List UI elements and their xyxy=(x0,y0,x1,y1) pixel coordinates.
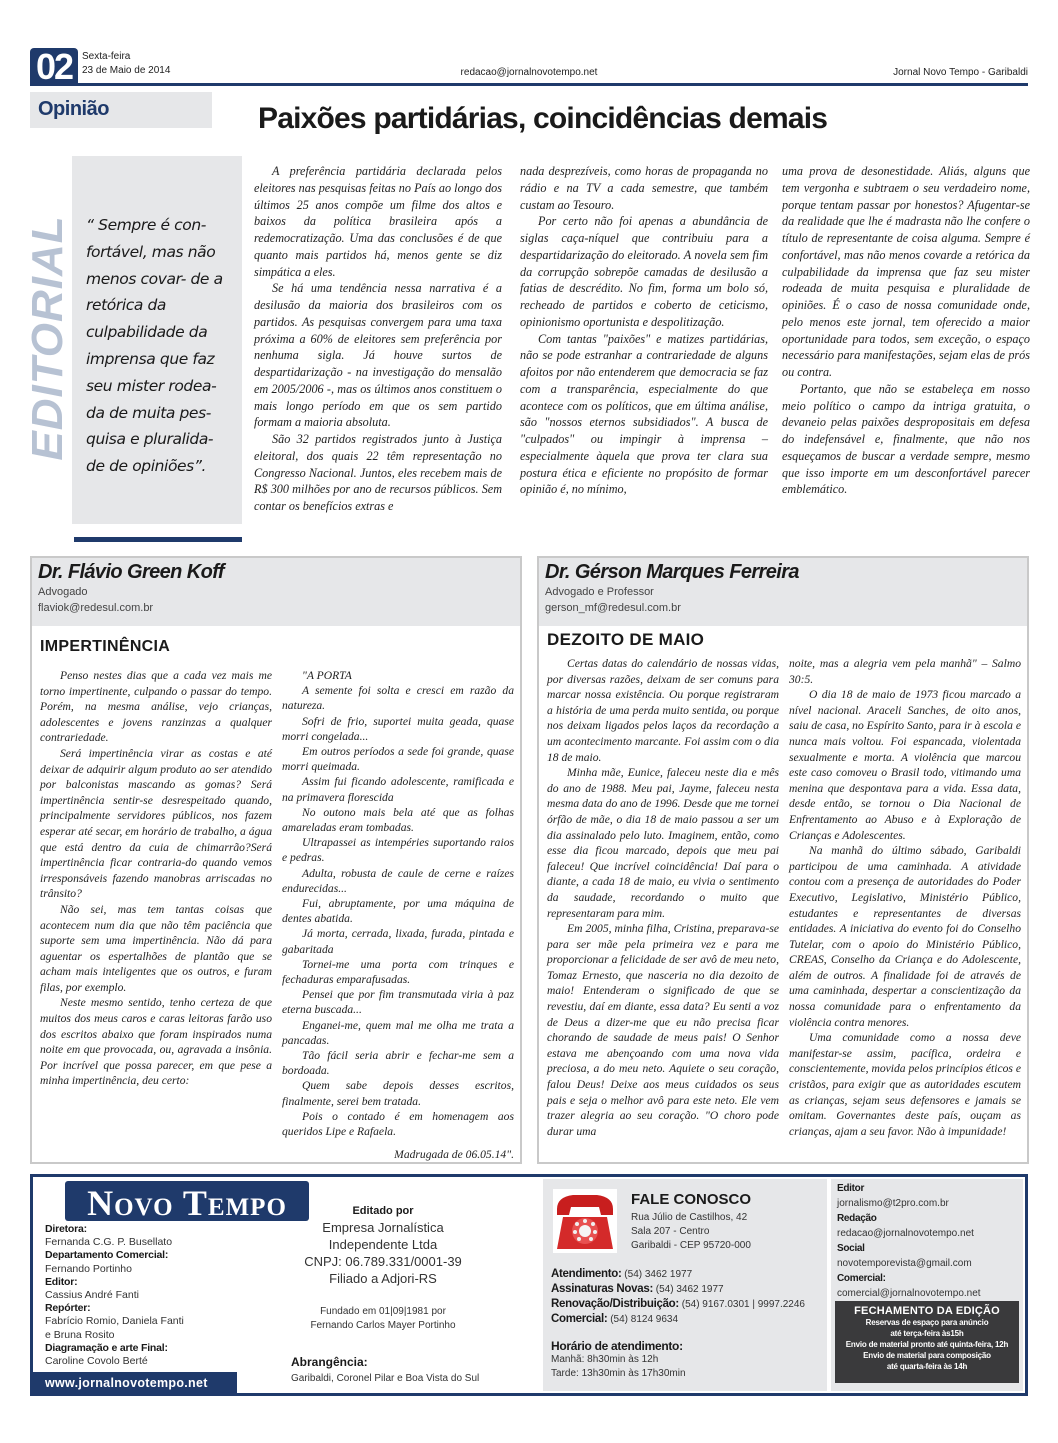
email-label: Redação xyxy=(837,1213,877,1224)
email-panel xyxy=(831,1179,1023,1391)
column-text-1 xyxy=(547,656,779,1139)
hours-line: Tarde: 13h30min às 17h30min xyxy=(551,1368,686,1379)
paragraph: Em 2005, minha filha, Cristina, preparava-se para ser mãe pela primeira vez e para me proporcionar a felicidade de ser avô de meu neto, Tomaz Ernesto, que nasceria no dia dezoito de maio! Entenderam o significado de que se revestiu, daí em diante, essa data? Eu senti a voz de Deus a dizer-me que eu não precisa ficar chorando de saudade de meus pais! O Senhor estava me abençoando com uma nova vida preciosa, a do meu neto. Aquiete o seu coração, falou Deus! Deixe aos meus cuidados os seus pais e seja o melhor avô para este neto. Ele vem trazer alegria ao seu coração. "O choro pode durar uma xyxy=(547,922,779,1138)
paragraph: Minha mãe, Eunice, faleceu neste dia e mês do ano de 1988. Meu pai, Jayme, faleceu nesta mesma data do ano de 1996. Desde que me tornei órfão de mãe, o dia 18 de maio passou a ser um dia assinalado pelo luto. Imaginem, então, como esse dia ficou marcado, depois que meu pai faleceu! Que incrível coincidência! Daí para o diante, a cada 18 de maio, eu vivia o sentimento da saudade, recordando o muito que representaram para mim. xyxy=(547,766,779,920)
poem-line: Fui, abruptamente, por uma máquina de dentes abatida. xyxy=(282,897,514,926)
coverage-label: Abrangência: xyxy=(291,1355,368,1369)
phone-row xyxy=(551,1267,805,1282)
paragraph: Por certo não foi apenas a abundância de siglas caça-níquel que contribuiu para a despartidarização do eleitorado. A novela sem fim da corrupção sobrepõe camadas de desilusão a fatias de descrédito. No fim, forma um bolo só, recheado de partidos e coberto de ceticismo, opinionismo oportunista e despolitização. xyxy=(520,214,768,329)
paragraph: Será impertinência virar as costas e até deixar de adquirir algum produto ao ser atendido por balconistas mascando as gomas? Será impertinência sentir-se desrespeitado quando, principalmente servidores públicos, nos fazem esperar até secar, em horário de trabalho, a água que está dentro da cuia de chimarrão?Será impertinência ficar contraria-do quando vemos irresponsáveis fazendo manobras arriscadas no trânsito? xyxy=(40,746,272,901)
poem-line: No outono mais bela até que as folhas amareladas eram tombadas. xyxy=(282,805,514,835)
staff-list xyxy=(45,1223,184,1368)
contact-panel xyxy=(543,1179,827,1391)
closing-line: Envio de material pronto até quinta-feira, 12h xyxy=(845,1340,1009,1349)
paragraph: Com tantas "paixões" e matizes partidárias, não se pode estranhar a contrariedade de alguns afoitos por não entenderem que democracia se faz com a transparência, especialmente do que acontece com os políticos, que em última análise, são "nossos eternos subsidiados". A busca de "culpados" ou impingir à imprensa – especialmente àquela que prova ter clara sua postura ética e eficiente no propósito de formar opinião é, no mínimo, xyxy=(520,331,768,497)
phone-row xyxy=(551,1297,805,1312)
paragraph: uma prova de desonestidade. Aliás, alguns que tem vergonha e subtraem o seu verdadeiro nome, porque tentam passar por honestos? Afugentar-se da realidade que lhe é madrasta não lhe confere o título de representante de coisa alguma. Sempre é confortável, mas não menos covarde a retórica da culpabilidade da imprensa que faz seu mister rodeada de muita pesquisa e pluralidade de opiniões. É o caso de nossa comunidade onde, pelo menos este jornal, tem oferecido a maior oportunidade para todos, sem exceção, o espaço necessário para manifestações, sejam elas de prós ou contra. xyxy=(782,164,1030,379)
poem-line: Quem sabe depois desses escritos, finalmente, serei bem tratada. xyxy=(282,1079,514,1108)
email-label: Social xyxy=(837,1243,865,1254)
founded-line: Fernando Carlos Mayer Portinho xyxy=(310,1320,456,1331)
email-label: Editor xyxy=(837,1183,865,1194)
editorial-column-1 xyxy=(254,163,502,515)
affiliation: Filiado a Adjori-RS xyxy=(329,1271,437,1286)
poem-line: Pois o contado é em homenagem aos queridos Lipe e Rafaela. xyxy=(282,1109,514,1139)
logo-text: Novo Tempo xyxy=(87,1183,287,1223)
author-email[interactable]: gerson_mf@redesul.com.br xyxy=(545,602,681,614)
poem-line: Enganei-me, quem mal me olha me trata a pancadas. xyxy=(282,1018,514,1047)
column-text-2 xyxy=(789,656,1021,1139)
paragraph: São 32 partidos registrados junto à Justiça eleitoral, dos quais 22 têm representação no Congresso Nacional. Juntos, eles recebem mais de R$ 300 milhões por ano de recursos públicos. Sem contar os benefícios extras e xyxy=(254,432,502,513)
staff-label: Departamento Comercial: xyxy=(45,1249,169,1262)
column-title: DEZOITO DE MAIO xyxy=(547,630,705,649)
email-address[interactable]: comercial@jornalnovotempo.net xyxy=(837,1288,981,1299)
masthead xyxy=(30,1174,1028,1396)
phone-label: Comercial: xyxy=(551,1313,608,1325)
author-role: Advogado xyxy=(38,586,88,598)
paragraph: Não sei, mas tem tantas coisas que acontecem num dia que não têm paciência que suporte sem uma impertinência. Não dá para aguentar os espertalhões de plantão que se acham mais inteligentes que os outros, e furam filas, por exemplo. xyxy=(40,902,272,994)
poem-line: Já morta, cerrada, lixada, furada, pintada e gabaritada xyxy=(282,927,514,956)
email-label: Comercial: xyxy=(837,1273,886,1284)
poem-title: "A PORTA xyxy=(302,669,352,682)
paragraph: noite, mas a alegria vem pela manhã" – Salmo 30:5. xyxy=(789,657,1021,686)
editorial-rule xyxy=(74,537,242,542)
header-email[interactable]: redacao@jornalnovotempo.net xyxy=(460,67,598,78)
staff-name: Caroline Covolo Berté xyxy=(45,1355,148,1368)
editorial-label xyxy=(23,215,72,461)
poem-line: Em outros períodos a sede foi grande, quase morri queimada. xyxy=(282,745,514,774)
closing-title: FECHAMENTO DA EDIÇÃO xyxy=(854,1305,1000,1317)
phone-label: Atendimento: xyxy=(551,1268,622,1280)
paragraph: O dia 18 de maio de 1973 ficou marcado a nível nacional. Araceli Sanches, de oito anos, saiu de casa, no Espírito Santo, para ir à escola e nunca mais voltou. Foi espancada, violentada sexualmente e morta. A violência que marcou este caso comoveu o Brasil todo, vitimando uma menina que despontava para a vida. Essa data, desde então, se tornou o Dia Nacional de Enfrentamento ao Abuso e à Exploração de Crianças e Adolescentes. xyxy=(789,688,1021,842)
poem-line: Sofri de frio, suportei muita geada, quase morri congelada... xyxy=(282,714,514,743)
poem-line: Assim fui ficando adolescente, ramificada e na primavera florescida xyxy=(282,775,514,804)
poem-line: Tão fácil seria abrir e fechar-me sem a bordoada. xyxy=(282,1049,514,1078)
poem-text xyxy=(282,668,514,1163)
company-line: Empresa Jornalística xyxy=(322,1220,444,1235)
hours-label: Horário de atendimento: xyxy=(551,1339,683,1353)
column-gerson xyxy=(537,556,1029,1164)
poem-line: A semente foi solta e cresci em razão da natureza. xyxy=(282,684,514,713)
phone-list xyxy=(551,1267,805,1327)
website-link[interactable]: www.jornalnovotempo.net xyxy=(45,1376,208,1390)
address-line: Rua Júlio de Castilhos, 42 xyxy=(631,1212,748,1223)
phone-row xyxy=(551,1282,805,1297)
pull-quote: “ Sempre é con- fortável, mas não menos covar- de a retórica da culpabilidade da imprensa que faz seu mister rodea- da de muita pes- quisa e pluralida- de de opiniões”. xyxy=(86,216,223,476)
section-tab xyxy=(30,92,212,128)
headline: Paixões partidárias, coincidências demais xyxy=(258,102,828,135)
weekday: Sexta-feira xyxy=(82,51,131,62)
company-line: Independente Ltda xyxy=(328,1237,438,1252)
staff-label: Editor: xyxy=(45,1275,78,1288)
paragraph: Neste mesmo sentido, tenho certeza de que muitos dos meus caros e caras leitoras farão uso dos escritos abaixo que foram inspirados numa noite em que provocada, ou, agravada a insônia. Por incrível que possa parecer, em que pese a minha impertinência, deu certo: xyxy=(40,996,272,1088)
page-number: 02 xyxy=(30,48,78,86)
staff-name: Fernando Portinho xyxy=(45,1262,132,1275)
column-title: IMPERTINÊNCIA xyxy=(40,638,171,655)
poem-line: Ultrapassei as intempéries suportando raios e pedras. xyxy=(282,836,514,865)
author-band xyxy=(32,558,520,626)
staff-name: Cassius André Fanti xyxy=(45,1289,139,1302)
cnpj: CNPJ: 06.789.331/0001-39 xyxy=(304,1254,462,1269)
newspaper-logo xyxy=(65,1181,309,1221)
staff-label: Repórter: xyxy=(45,1302,91,1315)
staff-name: e Bruna Rosito xyxy=(45,1328,115,1341)
closing-line: até quarta-feira às 14h xyxy=(886,1362,968,1371)
email-address[interactable]: jornalismo@t2pro.com.br xyxy=(837,1198,949,1209)
poem-line: Pensei que por fim transmutada viria à paz eterna buscada... xyxy=(282,988,514,1017)
author-name: Dr. Flávio Green Koff xyxy=(38,561,224,583)
phone-label: Assinaturas Novas: xyxy=(551,1283,653,1295)
closing-line: Reservas de espaço para anúncio xyxy=(865,1318,989,1327)
phone-number: (54) 3462 1977 xyxy=(624,1269,693,1280)
editorial-column-3 xyxy=(782,163,1030,498)
address-line: Sala 207 - Centro xyxy=(631,1226,710,1237)
address-line: Garibaldi - CEP 95720-000 xyxy=(631,1240,751,1251)
paragraph: Se há uma tendência nessa narrativa é a desilusão da maioria dos brasileiros com os partidos. As pesquisas convergem para uma taxa próxima a 60% de eleitores sem preferência por nenhuma sigla. Já houve surtos de despartidarização - na investigação do mensalão em 2005/2006 -, mas os últimos anos constituem o mais longo período em que os sem partido formam a maioria absoluta. xyxy=(254,281,502,430)
author-name: Dr. Gérson Marques Ferreira xyxy=(545,561,799,583)
poem-signoff: Madrugada de 06.05.14". xyxy=(394,1148,514,1162)
date: 23 de Maio de 2014 xyxy=(82,65,171,76)
author-email[interactable]: flaviok@redesul.com.br xyxy=(38,602,154,614)
column-flavio xyxy=(30,556,522,1164)
poem-line: Tornei-me uma porta com trinques e fechaduras emparafusadas. xyxy=(282,957,514,987)
telephone-icon xyxy=(553,1189,617,1253)
paragraph: Penso nestes dias que a cada vez mais me torno impertinente, culpando o passar do tempo. Porém, na mesma análise, vejo crianças, adolescentes e jovens ranzinzas a qualquer contrariedade. xyxy=(40,669,272,745)
coverage xyxy=(291,1355,479,1384)
column-text-1 xyxy=(40,668,272,1089)
author-band xyxy=(539,558,1027,626)
hours-line: Manhã: 8h30min às 12h xyxy=(551,1354,659,1365)
edited-by-label: Editado por xyxy=(352,1205,414,1217)
coverage-text: Garibaldi, Coronel Pilar e Boa Vista do Sul xyxy=(291,1373,480,1384)
email-list xyxy=(837,1181,981,1301)
opening-hours xyxy=(551,1339,686,1381)
paragraph: Portanto, que não se estabeleça em nosso meio político o campo da intriga gratuita, o devaneio pelas paixões despropositais em defesa do indefensável e, finalmente, que não nos esqueçamos de buscar a verdade sempre, mesmo que isso importe em um desconfortável parecer emblemático. xyxy=(782,381,1030,497)
edition-closing-box xyxy=(835,1301,1019,1383)
page-header xyxy=(30,48,1028,86)
staff-name: Fabrício Romio, Daniela Fanti xyxy=(45,1315,184,1328)
closing-line: Envio de material para composição xyxy=(863,1351,991,1360)
closing-line: até terça-feira às15h xyxy=(890,1329,964,1338)
phone-label: Renovação/Distribuição: xyxy=(551,1298,679,1310)
paragraph: nada desprezíveis, como horas de propaganda no rádio e na TV a cada semestre, que também custam ao Tesouro. xyxy=(520,164,768,212)
phone-number: (54) 9167.0301 | 9997.2246 xyxy=(681,1299,805,1310)
paragraph: Na manhã do último sábado, Garibaldi participou de uma caminhada. A atividade contou com a presença de autoridades do Poder Executivo, Legislativo, Ministério Público, estudantes e representantes de diversas entidades. A iniciativa do evento foi do Conselho Tutelar, com o apoio do Ministério Público, CREAS, Conselho da Criança e do Adolescente, além de outros. A finalidade foi de através de uma caminhada, despertar a conscientização da nossa comunidade para o enfrentamento da violência contra menores. xyxy=(789,844,1021,1029)
phone-number: (54) 3462 1977 xyxy=(655,1284,724,1295)
phone-number: (54) 8124 9634 xyxy=(610,1314,679,1325)
contact-title: FALE CONOSCO xyxy=(631,1191,752,1208)
paragraph: Certas datas do calendário de nossas vidas, por diversas razões, deixam de ser comuns para marcar nossa existência. Ou porque registraram a história de uma perda muito sentida, ou porque nos deixam ligados pelos laços da recordação a um acontecimento marcante. Foi assim com o dia 18 de maio. xyxy=(547,657,779,764)
email-address[interactable]: novotemporevista@gmail.com xyxy=(837,1258,972,1269)
paragraph: A preferência partidária declarada pelos eleitores nas pesquisas feitas no País ao longo dos últimos 25 anos compõe um filme dos altos e baixos da política brasileira após a redemocratização. Uma das conclusões é de que quanto mais partidos há, menos gente se diz simpática a eles. xyxy=(254,164,502,279)
paper-name: Jornal Novo Tempo - Garibaldi xyxy=(893,67,1028,78)
email-address[interactable]: redacao@jornalnovotempo.net xyxy=(837,1228,974,1239)
staff-name: Fernanda C.G. P. Busellato xyxy=(45,1236,173,1249)
paragraph: Uma comunidade como a nossa deve manifestar-se assim, pacífica, ordeira e conscientemente, movida pelos princípios éticos e cristãos, para exigir que as autoridades escutem as crianças, sejam seus defensores e jamais se omitam. Governantes deste país, ouçam as crianças, ajam a seu favor. Não à impunidade! xyxy=(789,1031,1021,1138)
poem-line: Adulta, robusta de caule de cerne e raízes endurecidas... xyxy=(282,866,514,895)
section-label: Opinião xyxy=(38,98,109,120)
editorial-column-2 xyxy=(520,163,768,498)
pull-quote-box xyxy=(72,156,242,524)
staff-label: Diretora: xyxy=(45,1223,87,1235)
editorial-label-text: EDITORIAL xyxy=(23,215,72,461)
author-role: Advogado e Professor xyxy=(545,586,654,598)
website-banner[interactable] xyxy=(33,1372,237,1396)
founded-line: Fundado em 01|09|1981 por xyxy=(320,1306,446,1317)
staff-label: Diagramação e arte Final: xyxy=(45,1341,168,1354)
address xyxy=(631,1211,751,1253)
publisher-info xyxy=(283,1205,483,1333)
phone-row xyxy=(551,1312,805,1327)
